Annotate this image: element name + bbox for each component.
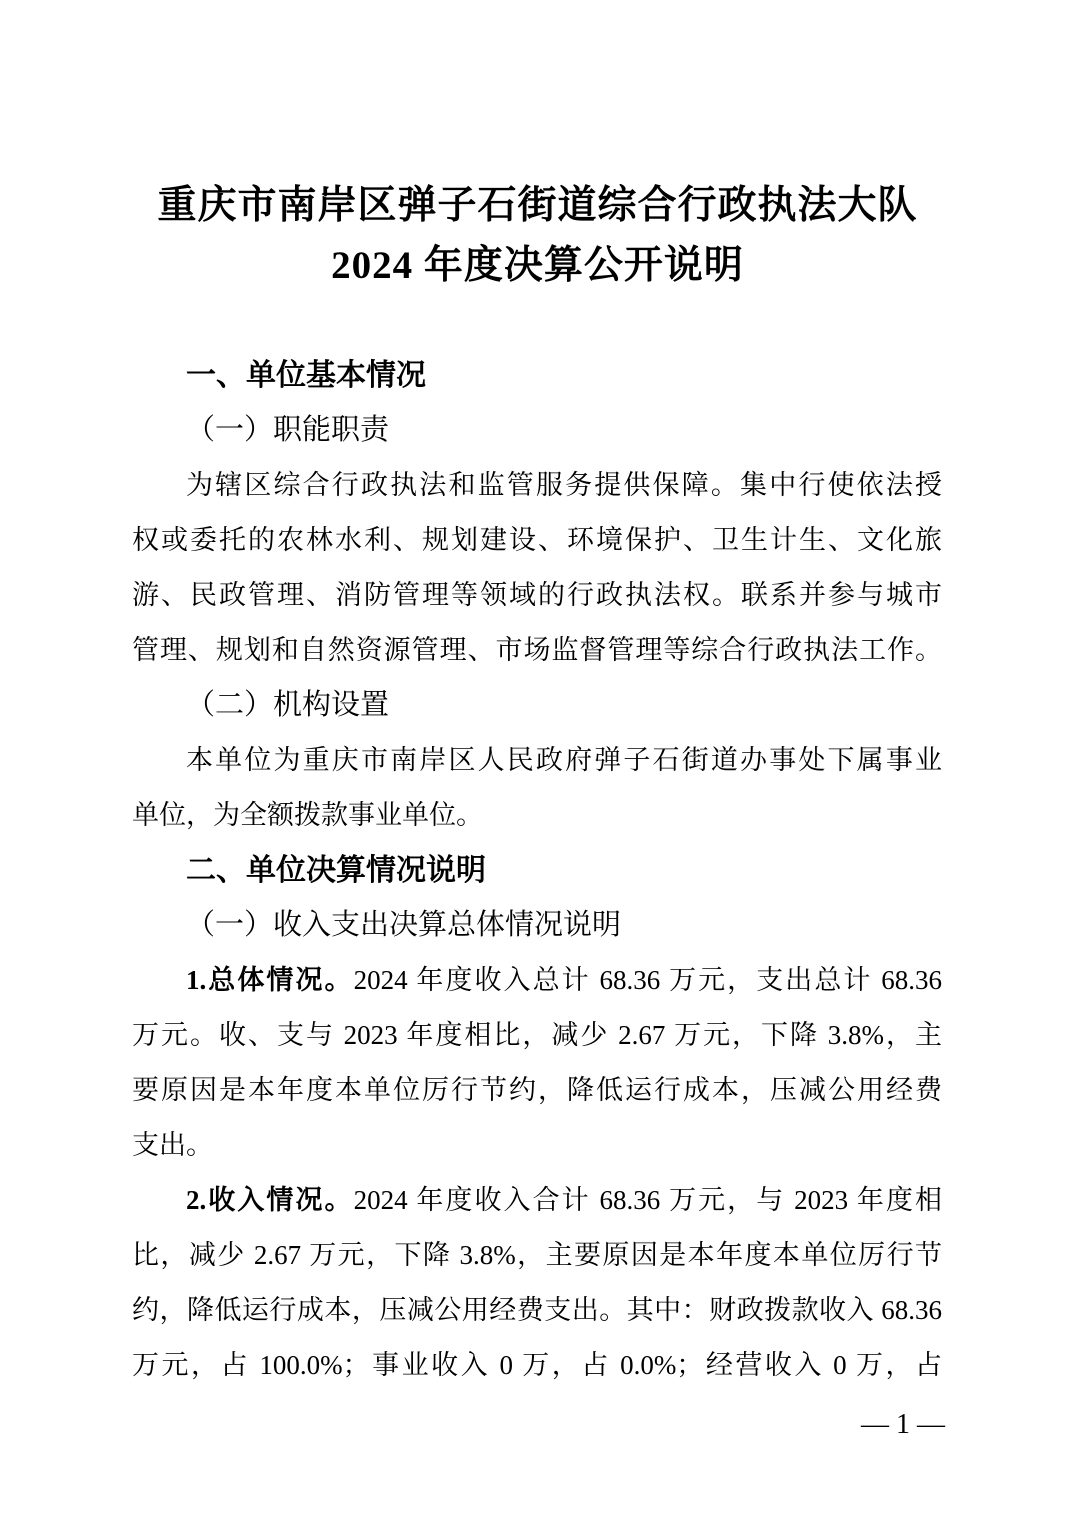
- subsection-heading: （二）机构设置: [186, 689, 390, 721]
- document-body: [132, 348, 942, 1393]
- paragraph-line: 单位，为全额拨款事业单位。: [132, 800, 483, 830]
- paragraph-line: 比，减少 2.67 万元，下降 3.8%，主要原因是本年度本单位厉行节: [132, 1240, 942, 1270]
- paragraph-line: [132, 1173, 942, 1228]
- paragraph-line: 管理、规划和自然资源管理、市场监督管理等综合行政执法工作。: [132, 635, 942, 665]
- paragraph-line: 万元。收、支与 2023 年度相比，减少 2.67 万元，下降 3.8%，主: [132, 1020, 942, 1050]
- paragraph-line: 万元，占 100.0%；事业收入 0 万，占 0.0%；经营收入 0 万，占: [132, 1350, 942, 1380]
- paragraph-lead-bold: 2.收入情况。: [186, 1185, 354, 1215]
- paragraph-line: 约，降低运行成本，压减公用经费支出。其中：财政拨款收入 68.36: [132, 1295, 942, 1325]
- paragraph-line: 本单位为重庆市南岸区人民政府弹子石街道办事处下属事业: [186, 745, 942, 775]
- subsection-heading: （一）收入支出决算总体情况说明: [186, 909, 622, 941]
- document-title-line-2: 2024 年度决算公开说明: [331, 244, 744, 287]
- paragraph-line: [132, 953, 942, 1008]
- paragraph-line: 权或委托的农林水利、规划建设、环境保护、卫生计生、文化旅: [132, 525, 942, 555]
- paragraph-line: 为辖区综合行政执法和监管服务提供保障。集中行使依法授: [186, 470, 942, 500]
- paragraph-text: 2024 年度收入总计 68.36 万元，支出总计 68.36: [353, 965, 943, 995]
- section-heading-2: 二、单位决算情况说明: [186, 854, 486, 887]
- paragraph-line: 要原因是本年度本单位厉行节约，降低运行成本，压减公用经费: [132, 1075, 942, 1105]
- page-number: — 1 —: [861, 1409, 945, 1440]
- subsection-heading: （一）职能职责: [186, 414, 390, 446]
- paragraph-text: 2024 年度收入合计 68.36 万元，与 2023 年度相: [353, 1185, 943, 1215]
- document-title-line-1: 重庆市南岸区弹子石街道综合行政执法大队: [157, 184, 918, 227]
- paragraph-line: 游、民政管理、消防管理等领域的行政执法权。联系并参与城市: [132, 580, 942, 610]
- paragraph-lead-bold: 1.总体情况。: [186, 965, 354, 995]
- paragraph-line: 支出。: [132, 1130, 213, 1160]
- document-title: [0, 176, 1075, 296]
- section-heading-1: 一、单位基本情况: [186, 359, 426, 392]
